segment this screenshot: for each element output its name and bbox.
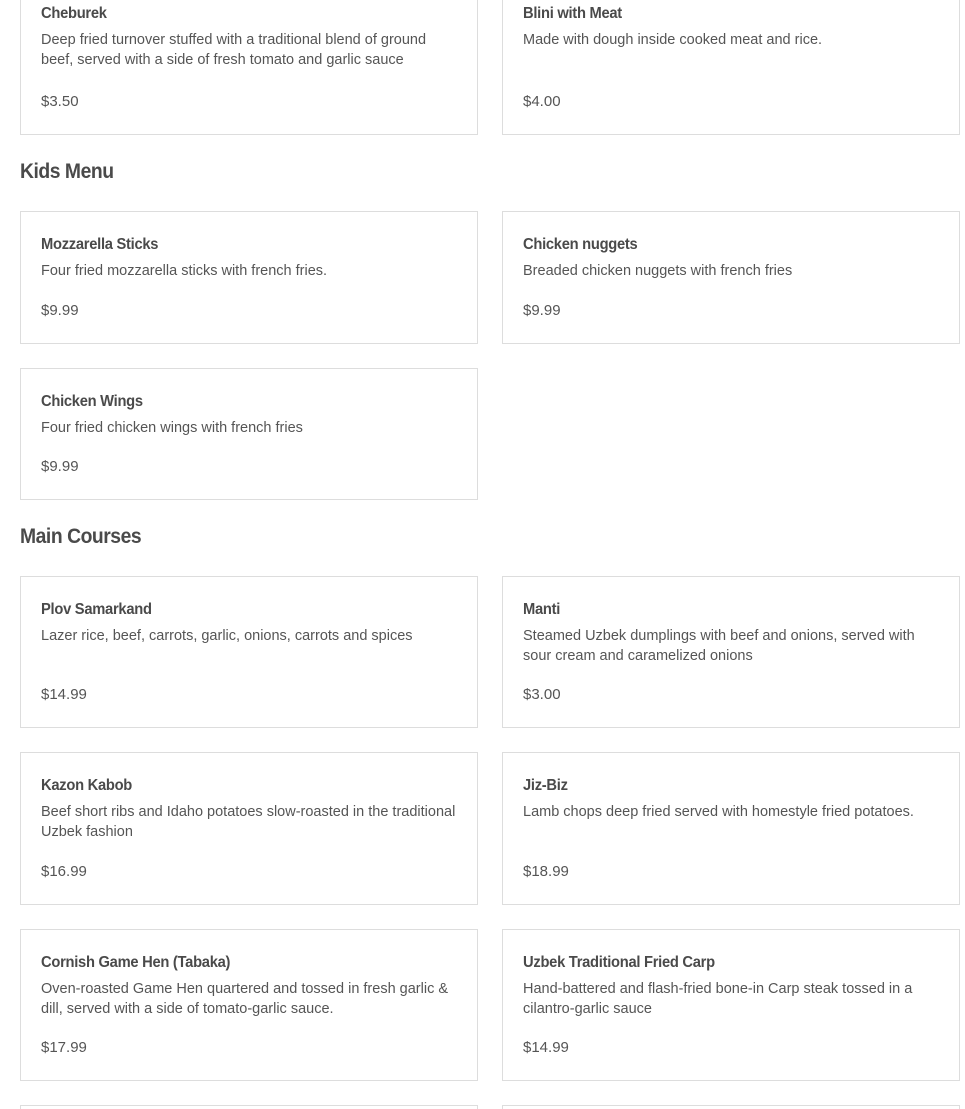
item-description: Oven-roasted Game Hen quartered and tossed in fresh garlic & dill, served with a side of tomato-garlic sauce.	[41, 981, 449, 1017]
menu-item-card	[20, 368, 478, 500]
menu-item-card	[20, 0, 478, 135]
menu-item-card	[20, 576, 478, 728]
item-price: $16.99	[41, 863, 87, 880]
item-description: Beef short ribs and Idaho potatoes slow-roasted in the traditional Uzbek fashion	[41, 804, 456, 840]
item-description: Four fried chicken wings with french fries	[41, 420, 303, 436]
menu-item-card	[502, 929, 960, 1081]
item-name: Mozzarella Sticks	[41, 236, 159, 253]
item-name: Cheburek	[41, 5, 107, 22]
item-name: Jiz-Biz	[523, 777, 568, 794]
menu-item-card	[20, 929, 478, 1081]
item-name: Cornish Game Hen (Tabaka)	[41, 954, 231, 971]
item-price: $4.00	[523, 93, 561, 110]
item-description: Hand-battered and flash-fried bone-in Carp steak tossed in a cilantro-garlic sauce	[523, 981, 913, 1017]
item-name: Plov Samarkand	[41, 601, 152, 618]
item-price: $3.50	[41, 93, 79, 110]
item-description: Steamed Uzbek dumplings with beef and onions, served with sour cream and caramelized onions	[523, 628, 915, 664]
section-title-main-courses: Main Courses	[20, 525, 142, 548]
menu-item-card	[502, 0, 960, 135]
item-price: $9.99	[41, 458, 79, 475]
item-price: $9.99	[41, 302, 79, 319]
item-name: Chicken nuggets	[523, 236, 638, 253]
item-price: $18.99	[523, 863, 569, 880]
menu-item-card	[20, 752, 478, 905]
item-description: Made with dough inside cooked meat and rice.	[523, 32, 823, 48]
item-name: Kazon Kabob	[41, 777, 133, 794]
item-name: Manti	[523, 601, 561, 618]
item-price: $14.99	[523, 1039, 569, 1056]
item-price: $14.99	[41, 686, 87, 703]
item-price: $17.99	[41, 1039, 87, 1056]
item-price: $9.99	[523, 302, 561, 319]
item-price: $3.00	[523, 686, 561, 703]
menu-item-card	[20, 211, 478, 344]
item-description: Lamb chops deep fried served with homestyle fried potatoes.	[523, 804, 914, 820]
item-name: Chicken Wings	[41, 393, 143, 410]
menu-item-card	[502, 211, 960, 344]
item-name: Uzbek Traditional Fried Carp	[523, 954, 715, 971]
menu-item-card	[502, 576, 960, 728]
item-description: Lazer rice, beef, carrots, garlic, onions, carrots and spices	[41, 628, 413, 644]
item-description: Four fried mozzarella sticks with french fries.	[41, 263, 328, 279]
item-name: Blini with Meat	[523, 5, 622, 22]
item-description: Breaded chicken nuggets with french fries	[523, 263, 793, 279]
section-title-kids-menu: Kids Menu	[20, 160, 114, 183]
item-description: Deep fried turnover stuffed with a traditional blend of ground beef, served with a side of fresh tomato and garlic sauce	[41, 32, 427, 68]
menu-item-card	[502, 1105, 960, 1109]
menu-item-card	[502, 752, 960, 905]
menu-item-card	[20, 1105, 478, 1109]
